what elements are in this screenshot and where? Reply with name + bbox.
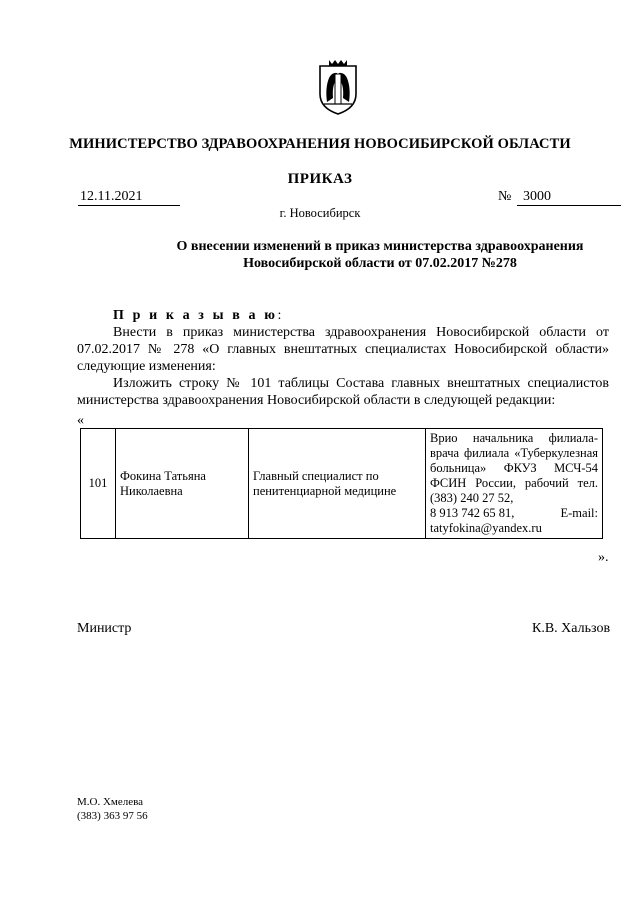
footer-author: М.О. Хмелева bbox=[77, 796, 144, 808]
quote-open: « bbox=[77, 413, 84, 428]
quote-close: ». bbox=[598, 550, 609, 565]
signatory-name: К.В. Хальзов bbox=[532, 621, 611, 636]
coat-of-arms-emblem bbox=[316, 58, 360, 116]
city: г. Новосибирск bbox=[279, 206, 361, 220]
order-date: 12.11.2021 bbox=[78, 189, 180, 206]
position-cell bbox=[426, 429, 603, 539]
mobile-phone: 8 913 742 65 81, bbox=[430, 506, 515, 520]
specialty-line-2: пенитенциарной медицине bbox=[253, 483, 397, 498]
paragraph-2: Изложить строку № 101 таблицы Состава главных внештатных специалистов министерства здравоохранения Новосибирской области в следующей редакции: bbox=[77, 376, 609, 408]
subject-line-1: О внесении изменений в приказ министерства здравоохранения bbox=[176, 239, 584, 254]
order-subject bbox=[120, 238, 640, 272]
footer-phone: (383) 363 97 56 bbox=[77, 810, 148, 822]
email-label: E-mail: bbox=[560, 506, 598, 520]
number-sign: № bbox=[498, 189, 512, 204]
prikazyvayu-line bbox=[77, 307, 609, 324]
ministry-title: МИНИСТЕРСТВО ЗДРАВООХРАНЕНИЯ НОВОСИБИРСКОЙ ОБЛАСТИ bbox=[69, 136, 571, 152]
position-text: Врио начальника филиала-врача филиала «Туберкулезная больница» ФКУЗ МСЧ-54 ФСИН России, рабочий тел. (383) 240 27 52, bbox=[430, 431, 598, 505]
specialists-table bbox=[80, 428, 603, 539]
footer-contact bbox=[77, 795, 148, 823]
email-address: tatyfokina@yandex.ru bbox=[430, 521, 542, 535]
signatory-role: Министр bbox=[77, 621, 132, 636]
name-line-2: Николаевна bbox=[120, 483, 183, 498]
subject-line-2: Новосибирской области от 07.02.2017 №278 bbox=[243, 256, 517, 271]
document-type: ПРИКАЗ bbox=[287, 171, 353, 187]
prikazyvayu-word: П р и к а з ы в а ю bbox=[113, 308, 278, 323]
mobile-email-line bbox=[430, 506, 598, 521]
paragraph-1: Внести в приказ министерства здравоохранения Новосибирской области от 07.02.2017 № 278 «О главных внештатных специалистах Новосибирской области» следующие изменения: bbox=[77, 325, 609, 374]
prikazyvayu-colon: : bbox=[277, 308, 282, 323]
name-line-1: Фокина Татьяна bbox=[120, 468, 206, 483]
specialty-cell bbox=[249, 429, 426, 539]
specialty-line-1: Главный специалист по bbox=[253, 468, 379, 483]
order-body bbox=[77, 307, 609, 409]
table-row bbox=[81, 429, 603, 539]
row-number-cell: 101 bbox=[81, 429, 116, 539]
name-cell bbox=[116, 429, 249, 539]
order-number: 3000 bbox=[517, 189, 621, 206]
